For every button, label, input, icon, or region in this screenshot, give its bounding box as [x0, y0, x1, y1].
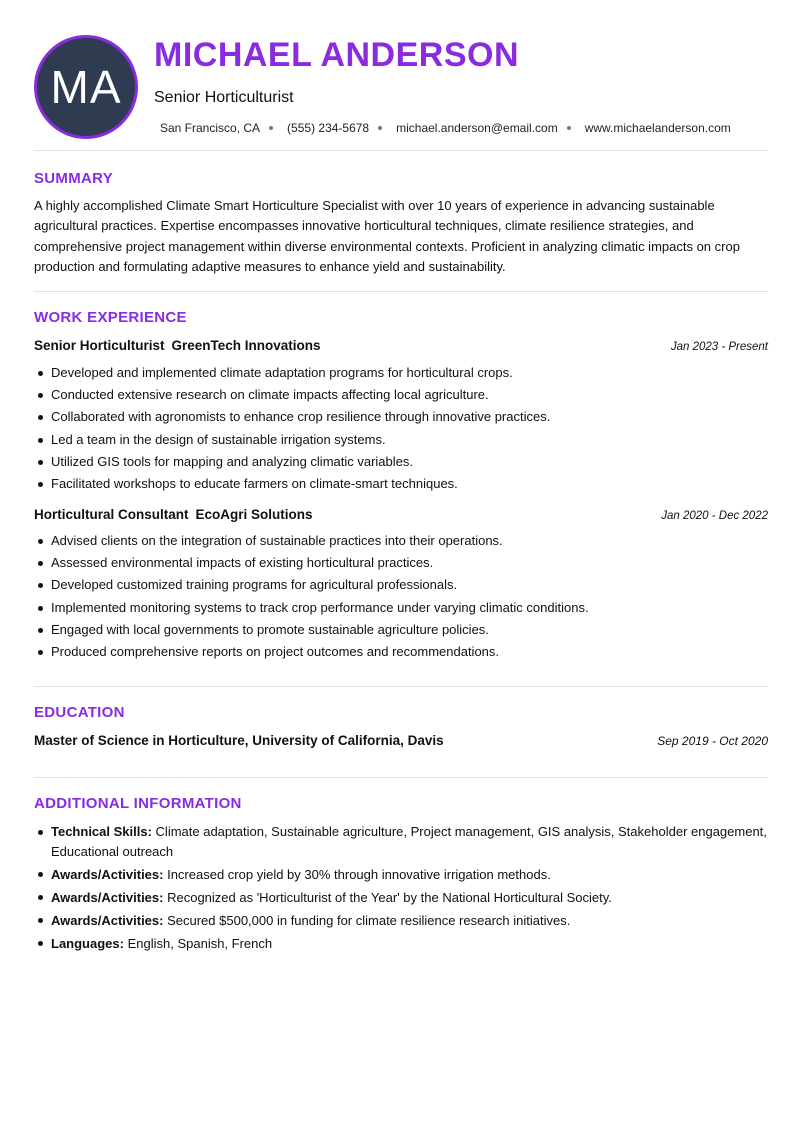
item-label: Awards/Activities: [51, 889, 164, 905]
divider [34, 686, 768, 687]
job-header [34, 338, 768, 353]
dot-separator-icon [567, 126, 571, 130]
job-title [34, 338, 321, 353]
job-company: GreenTech Innovations [171, 338, 321, 353]
avatar-initials: MA [50, 61, 122, 113]
summary-heading: SUMMARY [34, 170, 114, 187]
job-company: EcoAgri Solutions [195, 507, 313, 522]
list-item: Developed and implemented climate adaptation programs for horticultural crops. [34, 365, 768, 387]
list-item: Engaged with local governments to promote sustainable agriculture policies. [34, 622, 768, 644]
experience-heading: WORK EXPERIENCE [34, 309, 187, 326]
candidate-title: Senior Horticulturist [154, 89, 294, 106]
list-item: Developed customized training programs for agricultural professionals. [34, 577, 768, 599]
item-label: Languages: [51, 935, 124, 951]
list-item: Led a team in the design of sustainable irrigation systems. [34, 432, 768, 454]
divider [34, 291, 768, 292]
dot-separator-icon [269, 126, 273, 130]
list-item: Conducted extensive research on climate impacts affecting local agriculture. [34, 387, 768, 409]
summary-text: A highly accomplished Climate Smart Horticulture Specialist with over 10 years of experience in advancing sustainable agricultural practices. Expertise encompasses innovative horticultural techniques, climate resilience strategies, and comprehensive project management within diverse environmental contexts. Proficient in analyzing climatic impacts on crop production and formulating adaptive measures to enhance yield and sustainability. [34, 198, 740, 274]
dot-separator-icon [378, 126, 382, 130]
contact-email[interactable]: michael.anderson@email.com [396, 121, 558, 135]
job-dates: Jan 2020 - Dec 2022 [661, 510, 768, 522]
divider [34, 777, 768, 778]
job-header [34, 507, 768, 522]
contact-phone: (555) 234-5678 [287, 121, 370, 135]
additional-list [34, 822, 768, 957]
education-degree: Master of Science in Horticulture, University of California, Davis [34, 733, 444, 748]
education-dates: Sep 2019 - Oct 2020 [657, 734, 768, 748]
list-item: Produced comprehensive reports on project outcomes and recommendations. [34, 644, 768, 666]
contact-location: San Francisco, CA [160, 121, 261, 135]
item-text: Recognized as 'Horticulturist of the Year' by the National Horticultural Society. [167, 889, 612, 905]
item-label: Awards/Activities: [51, 912, 164, 928]
job-role: Horticultural Consultant [34, 507, 189, 522]
list-item: Implemented monitoring systems to track crop performance under varying climatic conditions. [34, 600, 768, 622]
item-label: Awards/Activities: [51, 866, 164, 882]
additional-heading: ADDITIONAL INFORMATION [34, 795, 242, 812]
avatar [34, 35, 138, 139]
list-item [34, 911, 768, 931]
contact-website[interactable]: www.michaelanderson.com [584, 121, 731, 135]
list-item [34, 934, 768, 954]
education-heading: EDUCATION [34, 704, 125, 721]
list-item [34, 888, 768, 908]
list-item: Collaborated with agronomists to enhance crop resilience through innovative practices. [34, 409, 768, 431]
job-bullets [34, 365, 768, 498]
item-text: English, Spanish, French [127, 935, 273, 951]
candidate-name: MICHAEL ANDERSON [154, 36, 520, 74]
item-text: Climate adaptation, Sustainable agriculture, Project management, GIS analysis, Stakeholder engagement, Educational outreach [51, 824, 767, 859]
item-text: Secured $500,000 in funding for climate resilience research initiatives. [167, 912, 571, 928]
list-item: Facilitated workshops to educate farmers on climate-smart techniques. [34, 476, 768, 498]
job-dates: Jan 2023 - Present [670, 341, 768, 353]
list-item [34, 822, 768, 861]
list-item [34, 865, 768, 885]
education-entry [34, 733, 768, 748]
list-item: Assessed environmental impacts of existing horticultural practices. [34, 555, 768, 577]
job-role: Senior Horticulturist [34, 338, 165, 353]
divider [34, 150, 768, 151]
contact-bar [160, 121, 731, 135]
item-label: Technical Skills: [51, 824, 152, 839]
list-item: Advised clients on the integration of sustainable practices into their operations. [34, 533, 768, 555]
item-text: Increased crop yield by 30% through innovative irrigation methods. [167, 866, 551, 882]
job-bullets [34, 533, 768, 666]
list-item: Utilized GIS tools for mapping and analyzing climatic variables. [34, 454, 768, 476]
job-title [34, 507, 313, 522]
